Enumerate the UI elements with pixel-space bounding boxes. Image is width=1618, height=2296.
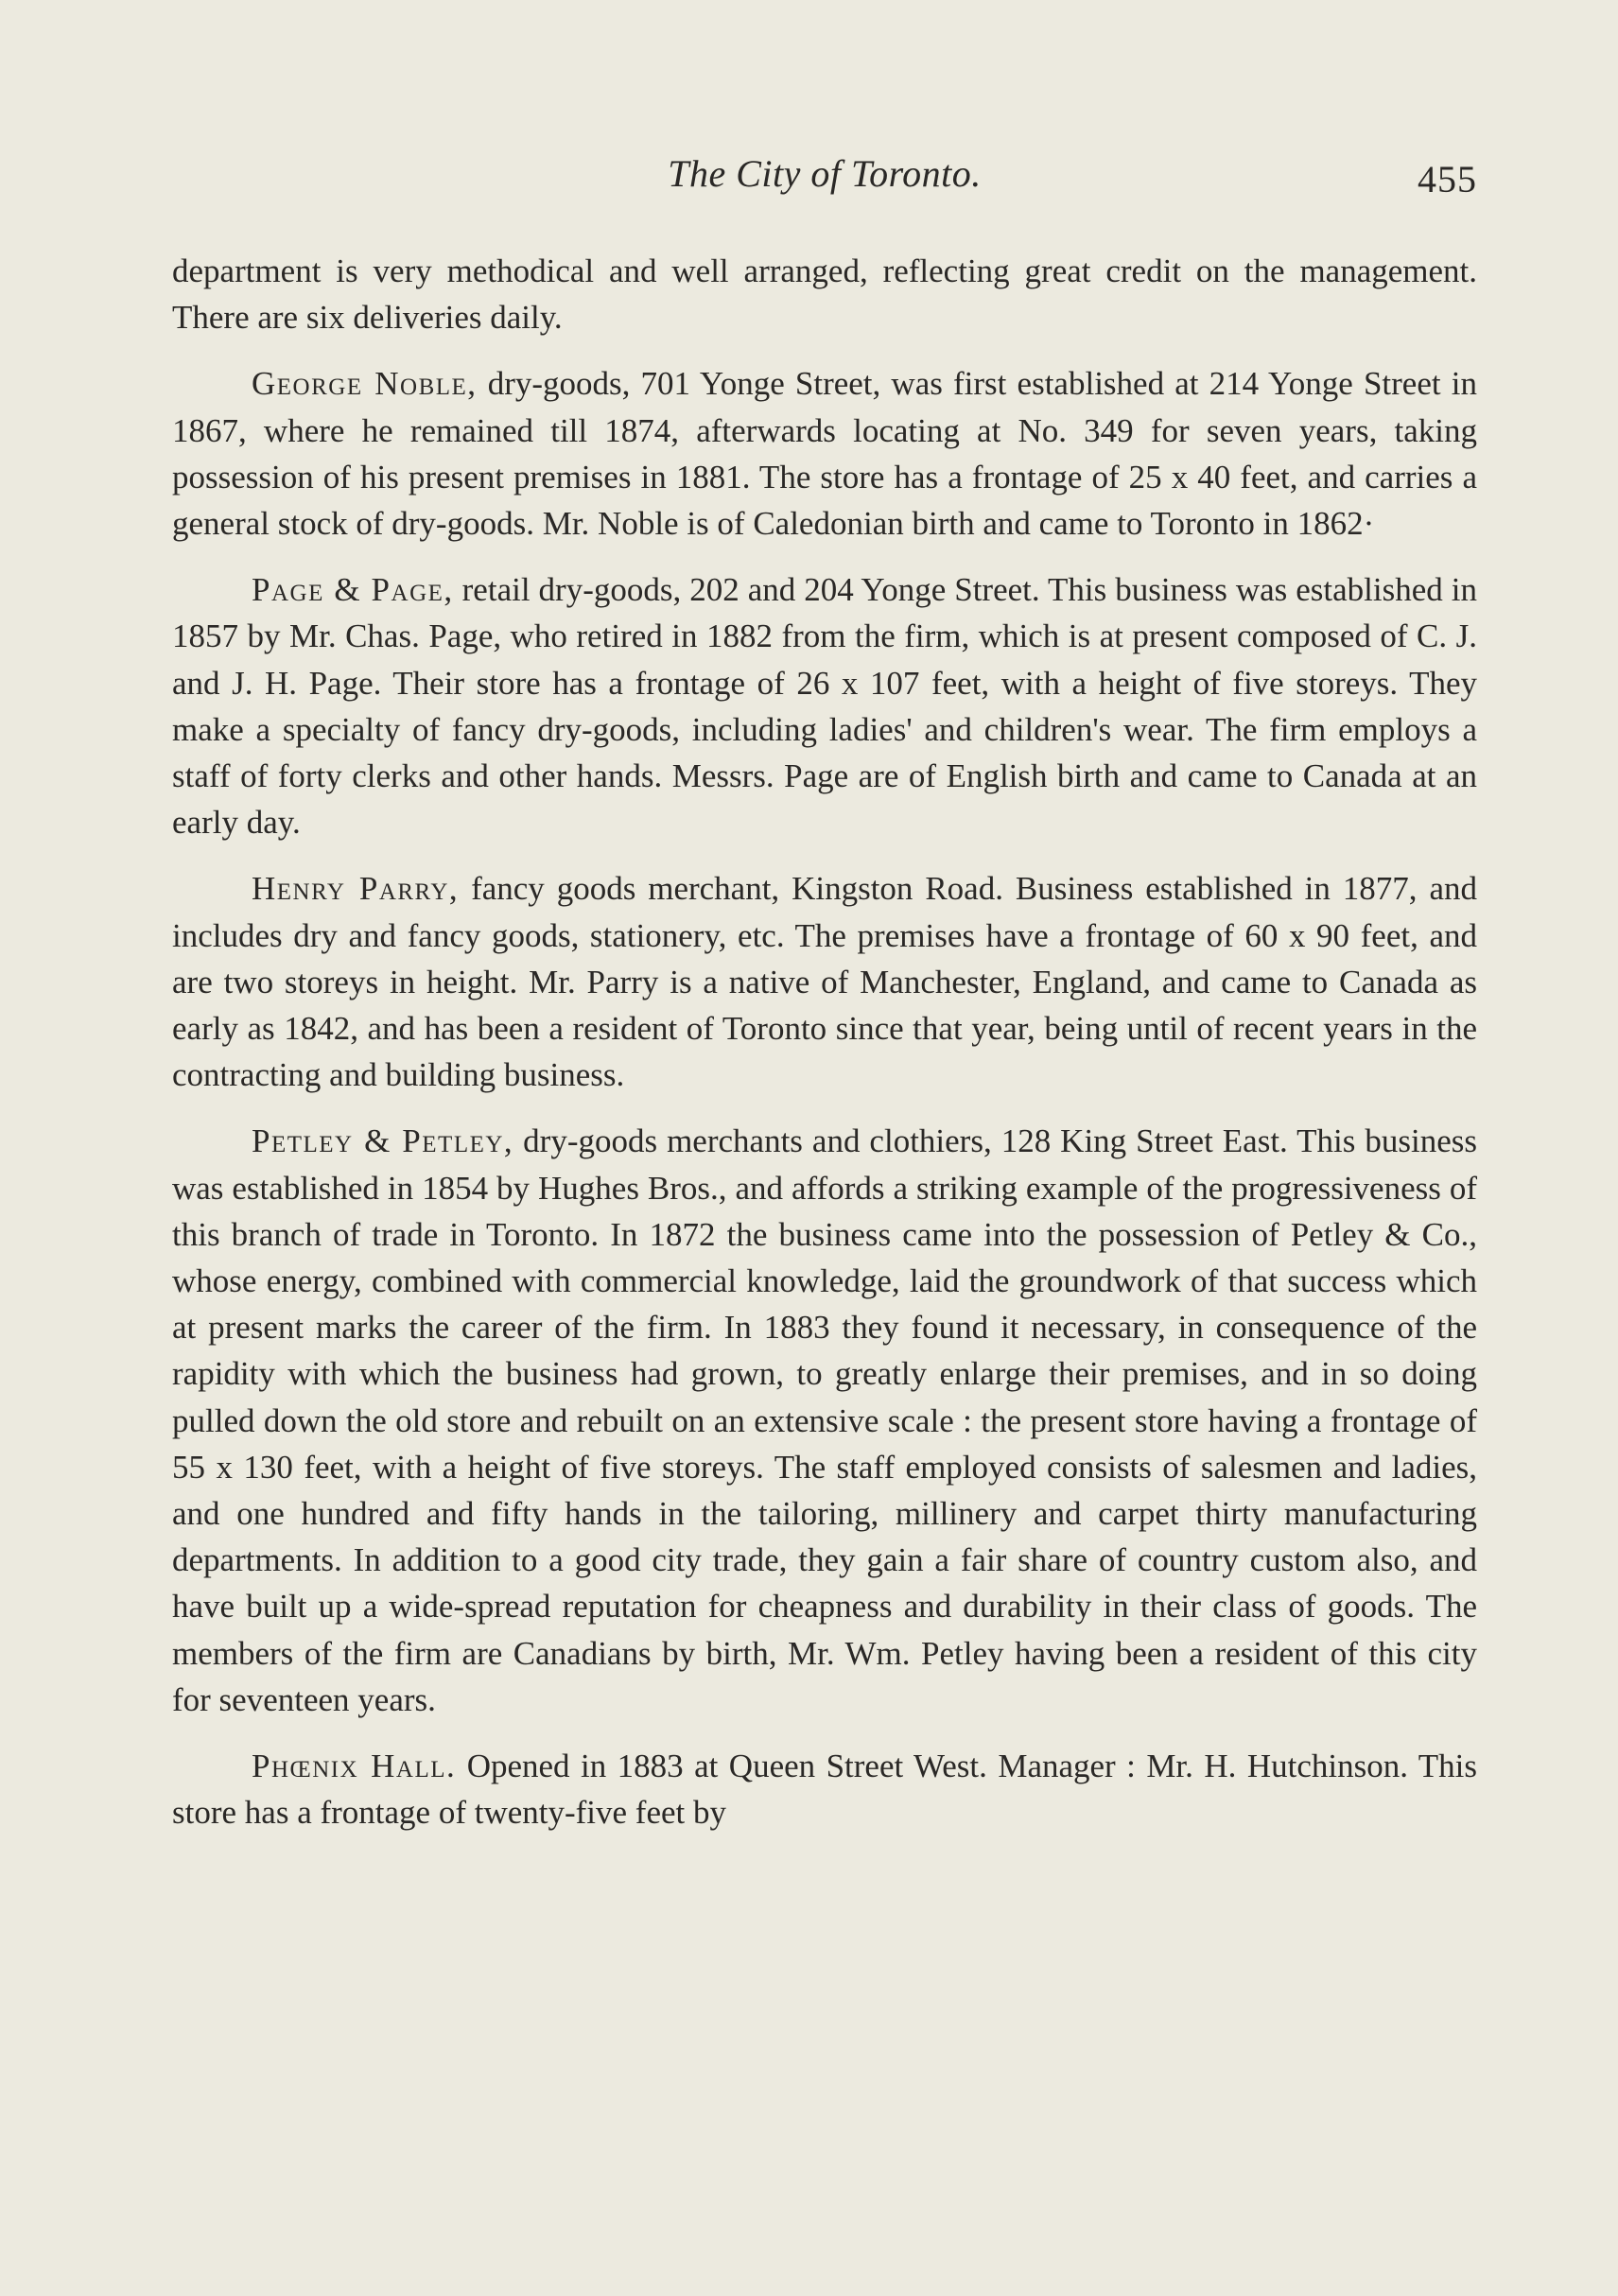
entry-name: Petley & Petley, bbox=[252, 1122, 514, 1160]
entry-page-and-page bbox=[172, 566, 1477, 845]
entry-name: George Noble, bbox=[252, 365, 478, 403]
page-number: 455 bbox=[1418, 158, 1477, 200]
entry-text: retail dry-goods, 202 and 204 Yonge Street. This business was established in 1857 by Mr. Chas. Page, who retired in 1882 from the firm, which is at present composed of C. J. and J. H. Page. Their store has a frontage of 26 x 107 feet, with a height of five storeys. They make a specialty of fancy dry-goods, including ladies' and children's wear. The firm employs a staff of forty clerks and other hands. Messrs. Page are of English birth and came to Canada at an early day. bbox=[172, 571, 1477, 842]
entry-name: Henry Parry, bbox=[252, 870, 460, 908]
entry-text: dry-goods merchants and clothiers, 128 King Street East. This business was established in 1854 by Hughes Bros., and affords a striking example of the progressiveness of this branch of trade in Toronto. In 1872 the business came into the possession of Petley & Co., whose energy, combined with commercial knowledge, laid the groundwork of that success which at present marks the career of the firm. In 1883 they found it necessary, in consequence of the rapidity with which the business had grown, to greatly enlarge their premises, and in so doing pulled down the old store and rebuilt on an extensive scale : the present store having a frontage of 55 x 130 feet, with a height of five storeys. The staff employed consists of salesmen and ladies, and one hundred and fifty hands in the tailoring, millinery and carpet thirty manufacturing departments. In addition to a good city trade, they gain a fair share of country custom also, and have built up a wide-spread reputation for cheapness and durability in their class of goods. The members of the firm are Canadians by birth, Mr. Wm. Petley having been a resident of this city for seventeen years. bbox=[172, 1122, 1478, 1718]
entry-henry-parry bbox=[172, 865, 1477, 1098]
entry-name: Phœnix Hall. bbox=[252, 1748, 457, 1785]
entry-phoenix-hall bbox=[172, 1743, 1477, 1835]
entry-text: dry-goods, 701 Yonge Street, was first established at 214 Yonge Street in 1867, where he remained till 1874, afterwards locating at No. 349 for seven years, taking possession of his present premises in 1881. The store has a frontage of 25 x 40 feet, and carries a general stock of dry-goods. Mr. Noble is of Caledonian birth and came to Toronto in 1862· bbox=[172, 365, 1477, 543]
entry-text: fancy goods merchant, Kingston Road. Business established in 1877, and includes dry and fancy goods, stationery, etc. The premises have a frontage of 60 x 90 feet, and are two storeys in height. Mr. Parry is a native of Manchester, England, and came to Canada as early as 1842, and has been a resident of Toronto since that year, being until of recent years in the contracting and building business. bbox=[172, 870, 1477, 1094]
paragraph-text: department is very methodical and well arranged, reflecting great credit on the management. There are six deliveries daily. bbox=[172, 252, 1477, 337]
body-text bbox=[172, 248, 1477, 1856]
running-title: The City of Toronto. bbox=[668, 152, 982, 195]
entry-text: Opened in 1883 at Queen Street West. Manager : Mr. H. Hutchinson. This store has a frontage of twenty-five feet by bbox=[172, 1748, 1477, 1832]
entry-name: Page & Page, bbox=[252, 571, 454, 609]
entry-george-noble bbox=[172, 360, 1477, 547]
paragraph-continuation bbox=[172, 248, 1477, 340]
entry-petley-and-petley bbox=[172, 1118, 1477, 1723]
page-header bbox=[172, 151, 1477, 208]
